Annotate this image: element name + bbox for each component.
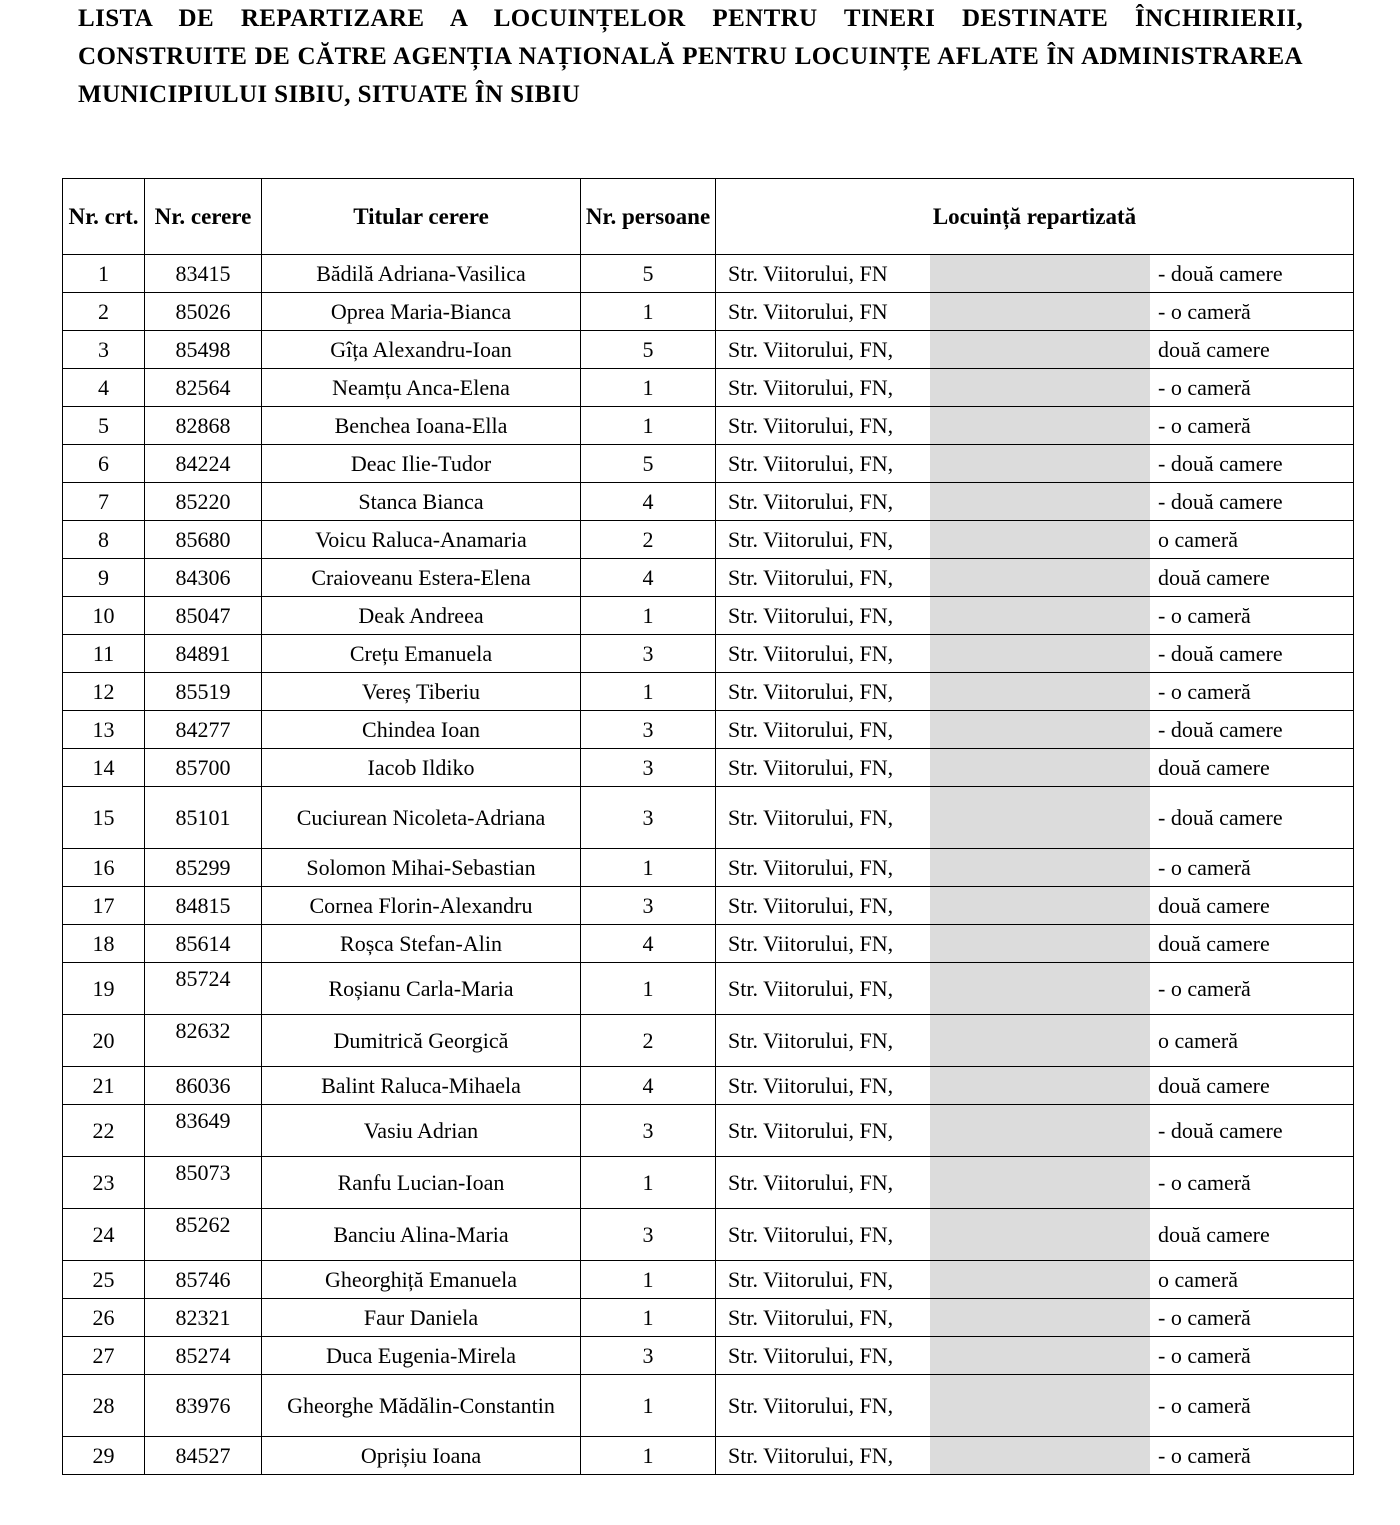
cell-nr-crt: 15 (63, 787, 145, 849)
table-header-row (63, 179, 1354, 255)
address-rooms: - două camere (1158, 804, 1283, 830)
cell-locuinta (716, 1067, 1354, 1105)
cell-nr-persoane: 1 (581, 293, 716, 331)
cell-nr-crt: 10 (63, 597, 145, 635)
cell-locuinta (716, 255, 1354, 293)
cell-nr-cerere: 85101 (145, 787, 262, 849)
cell-nr-crt: 12 (63, 673, 145, 711)
cell-nr-persoane: 1 (581, 963, 716, 1015)
cell-nr-persoane: 3 (581, 1337, 716, 1375)
cell-locuinta (716, 521, 1354, 559)
cell-nr-crt: 8 (63, 521, 145, 559)
cell-nr-persoane: 1 (581, 407, 716, 445)
redaction-block (930, 445, 1150, 483)
address-street: Str. Viitorului, FN, (728, 1117, 894, 1143)
cell-nr-persoane: 1 (581, 1375, 716, 1437)
address-street: Str. Viitorului, FN (728, 298, 888, 324)
address-rooms: - două camere (1158, 450, 1283, 476)
redaction-block (930, 255, 1150, 293)
cell-nr-cerere: 82632 (145, 1015, 262, 1067)
cell-locuinta (716, 1015, 1354, 1067)
table-row (63, 293, 1354, 331)
address-street: Str. Viitorului, FN, (728, 374, 894, 400)
cell-locuinta (716, 887, 1354, 925)
redaction-block (930, 1437, 1150, 1475)
address-rooms: o cameră (1158, 1266, 1238, 1292)
address-street: Str. Viitorului, FN, (728, 804, 894, 830)
address-street: Str. Viitorului, FN, (728, 1304, 894, 1330)
cell-nr-crt: 16 (63, 849, 145, 887)
cell-nr-persoane: 1 (581, 1299, 716, 1337)
cell-nr-cerere: 86036 (145, 1067, 262, 1105)
redaction-block (930, 673, 1150, 711)
cell-nr-persoane: 5 (581, 445, 716, 483)
redaction-block (930, 1105, 1150, 1157)
cell-nr-cerere: 83649 (145, 1105, 262, 1157)
header-titular: Titular cerere (262, 179, 581, 255)
address-street: Str. Viitorului, FN, (728, 930, 894, 956)
cell-titular: Benchea Ioana-Ella (262, 407, 581, 445)
table-row (63, 597, 1354, 635)
redaction-block (930, 925, 1150, 963)
document-title: LISTA DE REPARTIZARE A LOCUINȚELOR PENTRU TINERI DESTINATE ÎNCHIRIERII, CONSTRUITE DE CĂTRE AGENȚIA NAȚIONALĂ PENTRU LOCUINȚE AFLATE ÎN ADMINISTRAREA MUNICIPIULUI SIBIU, SITUATE ÎN SIBIU (78, 5, 1303, 108)
cell-nr-cerere: 84815 (145, 887, 262, 925)
header-nr-cerere: Nr. cerere (145, 179, 262, 255)
cell-titular: Dumitrică Georgică (262, 1015, 581, 1067)
cell-nr-crt: 23 (63, 1157, 145, 1209)
cell-titular: Duca Eugenia-Mirela (262, 1337, 581, 1375)
redaction-block (930, 1209, 1150, 1261)
cell-locuinta (716, 787, 1354, 849)
address-rooms: o cameră (1158, 1027, 1238, 1053)
address-street: Str. Viitorului, FN, (728, 1169, 894, 1195)
table-row (63, 635, 1354, 673)
redaction-block (930, 1299, 1150, 1337)
cell-titular: Craioveanu Estera-Elena (262, 559, 581, 597)
address-street: Str. Viitorului, FN, (728, 526, 894, 552)
cell-nr-cerere: 82868 (145, 407, 262, 445)
cell-locuinta (716, 849, 1354, 887)
cell-nr-persoane: 1 (581, 369, 716, 407)
address-rooms: - o cameră (1158, 1304, 1251, 1330)
cell-locuinta (716, 331, 1354, 369)
address-rooms: - două camere (1158, 716, 1283, 742)
cell-nr-cerere: 83415 (145, 255, 262, 293)
redaction-block (930, 711, 1150, 749)
table-row (63, 407, 1354, 445)
address-rooms: - o cameră (1158, 1392, 1251, 1418)
cell-titular: Cornea Florin-Alexandru (262, 887, 581, 925)
cell-nr-crt: 19 (63, 963, 145, 1015)
table-row (63, 749, 1354, 787)
cell-nr-persoane: 5 (581, 331, 716, 369)
cell-locuinta (716, 597, 1354, 635)
table-row (63, 963, 1354, 1015)
cell-titular: Oprea Maria-Bianca (262, 293, 581, 331)
cell-nr-persoane: 3 (581, 711, 716, 749)
cell-nr-persoane: 5 (581, 255, 716, 293)
address-street: Str. Viitorului, FN (728, 260, 888, 286)
allocation-table (62, 178, 1354, 1475)
cell-nr-persoane: 4 (581, 1067, 716, 1105)
cell-nr-crt: 21 (63, 1067, 145, 1105)
table-row (63, 1067, 1354, 1105)
cell-titular: Deak Andreea (262, 597, 581, 635)
cell-nr-persoane: 2 (581, 1015, 716, 1067)
cell-nr-crt: 29 (63, 1437, 145, 1475)
redaction-block (930, 749, 1150, 787)
cell-nr-crt: 28 (63, 1375, 145, 1437)
cell-locuinta (716, 635, 1354, 673)
cell-titular: Faur Daniela (262, 1299, 581, 1337)
cell-locuinta (716, 369, 1354, 407)
cell-nr-cerere: 85519 (145, 673, 262, 711)
cell-nr-persoane: 3 (581, 1105, 716, 1157)
address-street: Str. Viitorului, FN, (728, 1027, 894, 1053)
address-street: Str. Viitorului, FN, (728, 716, 894, 742)
table-body (63, 255, 1354, 1475)
address-rooms: o cameră (1158, 526, 1238, 552)
redaction-block (930, 483, 1150, 521)
cell-nr-persoane: 4 (581, 483, 716, 521)
cell-nr-persoane: 3 (581, 635, 716, 673)
redaction-block (930, 559, 1150, 597)
header-nr-crt: Nr. crt. (63, 179, 145, 255)
address-street: Str. Viitorului, FN, (728, 564, 894, 590)
cell-nr-cerere: 85274 (145, 1337, 262, 1375)
cell-nr-persoane: 1 (581, 1157, 716, 1209)
cell-titular: Iacob Ildiko (262, 749, 581, 787)
cell-locuinta (716, 559, 1354, 597)
cell-nr-cerere: 85073 (145, 1157, 262, 1209)
address-street: Str. Viitorului, FN, (728, 412, 894, 438)
cell-nr-cerere: 83976 (145, 1375, 262, 1437)
cell-locuinta (716, 483, 1354, 521)
cell-nr-cerere: 84527 (145, 1437, 262, 1475)
cell-titular: Bădilă Adriana-Vasilica (262, 255, 581, 293)
address-street: Str. Viitorului, FN, (728, 450, 894, 476)
cell-nr-cerere: 85262 (145, 1209, 262, 1261)
cell-locuinta (716, 1337, 1354, 1375)
cell-locuinta (716, 1157, 1354, 1209)
address-rooms: - o cameră (1158, 1342, 1251, 1368)
table-row (63, 445, 1354, 483)
cell-nr-crt: 2 (63, 293, 145, 331)
address-street: Str. Viitorului, FN, (728, 602, 894, 628)
cell-nr-crt: 20 (63, 1015, 145, 1067)
cell-nr-cerere: 84277 (145, 711, 262, 749)
cell-nr-cerere: 82564 (145, 369, 262, 407)
table-row (63, 483, 1354, 521)
cell-nr-cerere: 85746 (145, 1261, 262, 1299)
cell-nr-persoane: 1 (581, 1261, 716, 1299)
cell-titular: Stanca Bianca (262, 483, 581, 521)
table-row (63, 711, 1354, 749)
cell-titular: Gîța Alexandru-Ioan (262, 331, 581, 369)
redaction-block (930, 635, 1150, 673)
cell-titular: Ranfu Lucian-Ioan (262, 1157, 581, 1209)
cell-nr-cerere: 85498 (145, 331, 262, 369)
redaction-block (930, 1337, 1150, 1375)
redaction-block (930, 887, 1150, 925)
table-row (63, 1209, 1354, 1261)
address-street: Str. Viitorului, FN, (728, 1221, 894, 1247)
address-rooms: - o cameră (1158, 975, 1251, 1001)
address-rooms: două camere (1158, 336, 1270, 362)
cell-nr-crt: 22 (63, 1105, 145, 1157)
cell-titular: Banciu Alina-Maria (262, 1209, 581, 1261)
redaction-block (930, 1261, 1150, 1299)
cell-nr-cerere: 84891 (145, 635, 262, 673)
table-row (63, 849, 1354, 887)
cell-locuinta (716, 407, 1354, 445)
redaction-block (930, 787, 1150, 849)
cell-titular: Roșca Stefan-Alin (262, 925, 581, 963)
cell-nr-persoane: 3 (581, 749, 716, 787)
cell-locuinta (716, 445, 1354, 483)
redaction-block (930, 293, 1150, 331)
cell-locuinta (716, 1299, 1354, 1337)
cell-locuinta (716, 1437, 1354, 1475)
address-rooms: - două camere (1158, 488, 1283, 514)
address-street: Str. Viitorului, FN, (728, 975, 894, 1001)
table-row (63, 369, 1354, 407)
cell-locuinta (716, 749, 1354, 787)
cell-nr-cerere: 85614 (145, 925, 262, 963)
cell-nr-persoane: 3 (581, 1209, 716, 1261)
cell-titular: Oprișiu Ioana (262, 1437, 581, 1475)
cell-nr-cerere: 85299 (145, 849, 262, 887)
cell-locuinta (716, 1261, 1354, 1299)
redaction-block (930, 597, 1150, 635)
cell-nr-cerere: 85724 (145, 963, 262, 1015)
redaction-block (930, 1375, 1150, 1437)
cell-titular: Vereș Tiberiu (262, 673, 581, 711)
redaction-block (930, 963, 1150, 1015)
cell-nr-persoane: 1 (581, 849, 716, 887)
cell-titular: Vasiu Adrian (262, 1105, 581, 1157)
cell-nr-crt: 4 (63, 369, 145, 407)
address-rooms: două camere (1158, 930, 1270, 956)
address-rooms: - o cameră (1158, 854, 1251, 880)
redaction-block (930, 1067, 1150, 1105)
address-rooms: două camere (1158, 754, 1270, 780)
address-street: Str. Viitorului, FN, (728, 1266, 894, 1292)
address-rooms: - două camere (1158, 1117, 1283, 1143)
cell-titular: Balint Raluca-Mihaela (262, 1067, 581, 1105)
cell-nr-persoane: 3 (581, 787, 716, 849)
address-street: Str. Viitorului, FN, (728, 336, 894, 362)
address-rooms: - o cameră (1158, 1442, 1251, 1468)
cell-nr-crt: 3 (63, 331, 145, 369)
cell-nr-persoane: 4 (581, 925, 716, 963)
table-row (63, 331, 1354, 369)
cell-nr-persoane: 1 (581, 673, 716, 711)
header-nr-persoane: Nr. persoane (581, 179, 716, 255)
address-street: Str. Viitorului, FN, (728, 892, 894, 918)
cell-nr-cerere: 85047 (145, 597, 262, 635)
cell-locuinta (716, 1209, 1354, 1261)
cell-titular: Deac Ilie-Tudor (262, 445, 581, 483)
cell-nr-crt: 9 (63, 559, 145, 597)
redaction-block (930, 407, 1150, 445)
address-rooms: două camere (1158, 1221, 1270, 1247)
table-row (63, 521, 1354, 559)
cell-locuinta (716, 1105, 1354, 1157)
cell-nr-persoane: 4 (581, 559, 716, 597)
address-street: Str. Viitorului, FN, (728, 640, 894, 666)
cell-nr-persoane: 3 (581, 887, 716, 925)
table-row (63, 887, 1354, 925)
cell-locuinta (716, 1375, 1354, 1437)
cell-titular: Gheorghiță Emanuela (262, 1261, 581, 1299)
cell-nr-crt: 27 (63, 1337, 145, 1375)
cell-titular: Roșianu Carla-Maria (262, 963, 581, 1015)
address-rooms: două camere (1158, 892, 1270, 918)
redaction-block (930, 369, 1150, 407)
cell-nr-crt: 14 (63, 749, 145, 787)
table-row (63, 787, 1354, 849)
redaction-block (930, 849, 1150, 887)
table-row (63, 1157, 1354, 1209)
cell-nr-crt: 25 (63, 1261, 145, 1299)
address-rooms: - o cameră (1158, 374, 1251, 400)
cell-titular: Neamțu Anca-Elena (262, 369, 581, 407)
cell-titular: Chindea Ioan (262, 711, 581, 749)
cell-locuinta (716, 963, 1354, 1015)
cell-titular: Cuciurean Nicoleta-Adriana (262, 787, 581, 849)
table-row (63, 1437, 1354, 1475)
address-street: Str. Viitorului, FN, (728, 854, 894, 880)
address-rooms: - o cameră (1158, 678, 1251, 704)
table-row (63, 1299, 1354, 1337)
cell-nr-cerere: 84224 (145, 445, 262, 483)
cell-nr-crt: 24 (63, 1209, 145, 1261)
cell-locuinta (716, 925, 1354, 963)
cell-nr-crt: 6 (63, 445, 145, 483)
address-street: Str. Viitorului, FN, (728, 1342, 894, 1368)
cell-nr-persoane: 2 (581, 521, 716, 559)
cell-nr-crt: 26 (63, 1299, 145, 1337)
cell-nr-crt: 18 (63, 925, 145, 963)
cell-nr-persoane: 1 (581, 597, 716, 635)
cell-nr-crt: 7 (63, 483, 145, 521)
table-row (63, 1015, 1354, 1067)
address-rooms: - o cameră (1158, 1169, 1251, 1195)
cell-titular: Crețu Emanuela (262, 635, 581, 673)
cell-titular: Solomon Mihai-Sebastian (262, 849, 581, 887)
address-rooms: - o cameră (1158, 412, 1251, 438)
redaction-block (930, 521, 1150, 559)
cell-locuinta (716, 711, 1354, 749)
cell-nr-crt: 17 (63, 887, 145, 925)
header-locuinta: Locuință repartizată (716, 179, 1354, 255)
cell-titular: Voicu Raluca-Anamaria (262, 521, 581, 559)
cell-nr-persoane: 1 (581, 1437, 716, 1475)
table-row (63, 1105, 1354, 1157)
cell-nr-cerere: 85026 (145, 293, 262, 331)
table-row (63, 255, 1354, 293)
redaction-block (930, 1015, 1150, 1067)
address-rooms: două camere (1158, 564, 1270, 590)
address-rooms: două camere (1158, 1072, 1270, 1098)
address-street: Str. Viitorului, FN, (728, 488, 894, 514)
address-rooms: - două camere (1158, 640, 1283, 666)
address-rooms: - o cameră (1158, 602, 1251, 628)
cell-nr-crt: 1 (63, 255, 145, 293)
cell-nr-crt: 13 (63, 711, 145, 749)
cell-nr-cerere: 84306 (145, 559, 262, 597)
address-street: Str. Viitorului, FN, (728, 1442, 894, 1468)
table-row (63, 673, 1354, 711)
cell-nr-crt: 5 (63, 407, 145, 445)
cell-nr-cerere: 85220 (145, 483, 262, 521)
table-row (63, 1375, 1354, 1437)
cell-locuinta (716, 673, 1354, 711)
table-row (63, 559, 1354, 597)
address-rooms: - o cameră (1158, 298, 1251, 324)
redaction-block (930, 1157, 1150, 1209)
cell-titular: Gheorghe Mădălin-Constantin (262, 1375, 581, 1437)
cell-nr-cerere: 85700 (145, 749, 262, 787)
redaction-block (930, 331, 1150, 369)
address-rooms: - două camere (1158, 260, 1283, 286)
cell-nr-cerere: 82321 (145, 1299, 262, 1337)
cell-nr-cerere: 85680 (145, 521, 262, 559)
table-row (63, 1261, 1354, 1299)
cell-locuinta (716, 293, 1354, 331)
table-row (63, 1337, 1354, 1375)
address-street: Str. Viitorului, FN, (728, 1072, 894, 1098)
cell-nr-crt: 11 (63, 635, 145, 673)
address-street: Str. Viitorului, FN, (728, 754, 894, 780)
address-street: Str. Viitorului, FN, (728, 1392, 894, 1418)
table-row (63, 925, 1354, 963)
address-street: Str. Viitorului, FN, (728, 678, 894, 704)
